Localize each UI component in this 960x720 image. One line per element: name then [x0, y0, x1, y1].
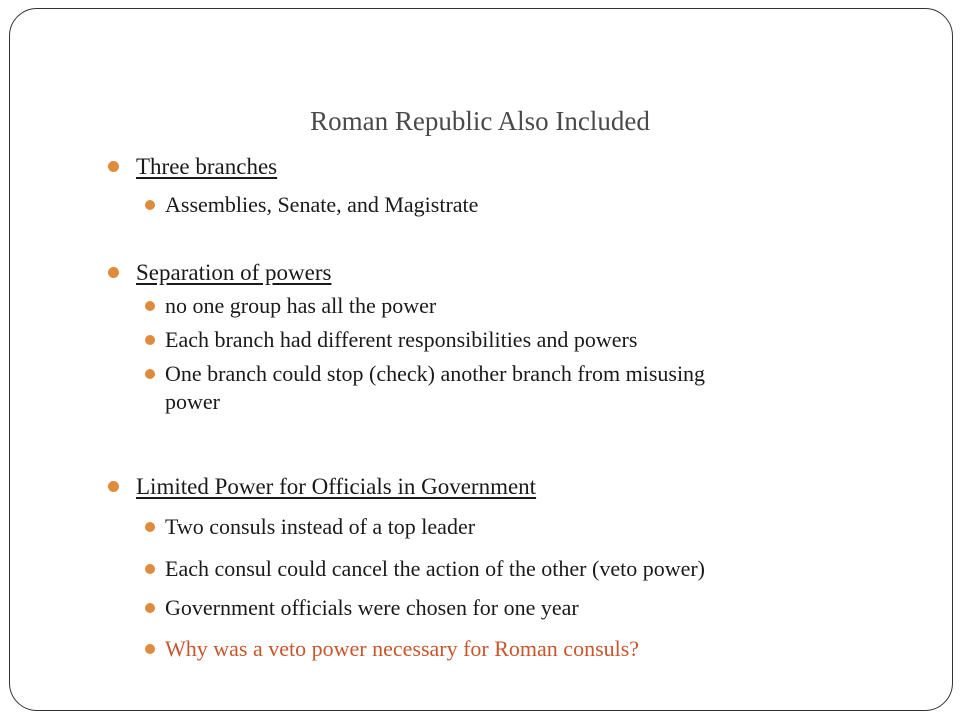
bullet-icon [145, 335, 155, 345]
heading-text: Separation of powers [136, 260, 332, 285]
bullet-icon [145, 200, 155, 210]
list-item: Each branch had different responsibilities and powers [145, 327, 637, 353]
list-item: Two consuls instead of a top leader [145, 514, 475, 540]
bullet-icon [108, 267, 119, 278]
heading-separation-of-powers [108, 260, 331, 286]
heading-limited-power [108, 474, 536, 500]
bullet-icon [145, 603, 155, 613]
bullet-icon [108, 161, 119, 172]
list-item: Government officials were chosen for one year [145, 595, 579, 621]
list-item-continuation: power [165, 389, 220, 414]
question-item: Why was a veto power necessary for Roman consuls? [145, 636, 639, 662]
bullet-icon [108, 481, 119, 492]
list-item: Each consul could cancel the action of the other (veto power) [145, 556, 705, 582]
bullet-icon [145, 522, 155, 532]
bullet-icon [145, 369, 155, 379]
list-item: One branch could stop (check) another branch from misusing [145, 361, 705, 387]
heading-three-branches [108, 154, 277, 180]
slide-title: Roman Republic Also Included [310, 106, 650, 136]
bullet-icon [145, 301, 155, 311]
list-item: no one group has all the power [145, 293, 436, 319]
list-item: Assemblies, Senate, and Magistrate [145, 192, 478, 218]
bullet-icon [145, 644, 155, 654]
heading-text: Three branches [136, 154, 278, 179]
heading-text: Limited Power for Officials in Government [136, 474, 537, 499]
bullet-icon [145, 564, 155, 574]
